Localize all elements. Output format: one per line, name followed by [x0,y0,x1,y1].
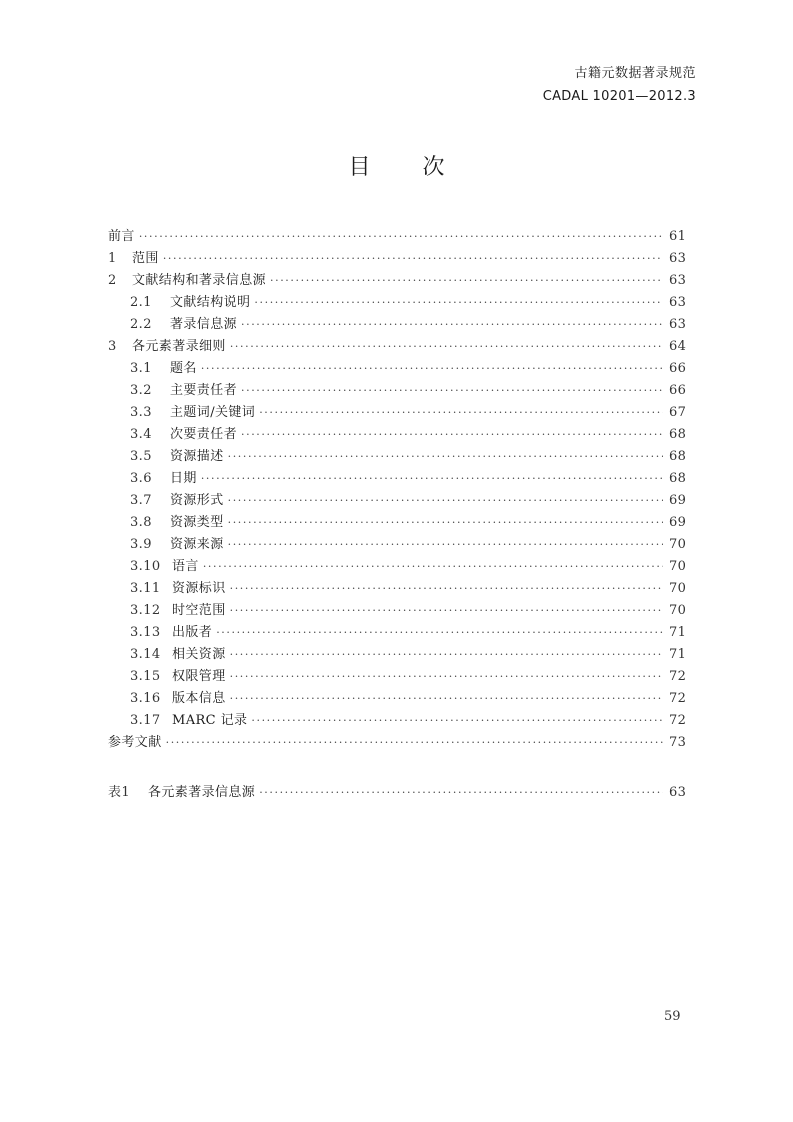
toc-entry-label: 日期 [170,471,197,486]
toc-entry-scope[interactable] [108,248,685,270]
toc-entry-page: 68 [669,471,687,486]
toc-entry-page: 70 [669,537,687,552]
toc-entry-label: 主要责任者 [170,383,238,398]
page-title [0,155,793,181]
toc-entry-number: 表1 [108,785,131,800]
toc-entry-2-2[interactable] [108,314,685,336]
toc-entry-number: 3.4 [130,427,152,442]
toc-entry-page: 68 [669,427,687,442]
dot-leader [241,424,663,446]
dot-leader [228,512,663,534]
toc-entry-number: 3.5 [130,449,152,464]
toc-entry-number: 3.8 [130,515,152,530]
toc-entry-references[interactable] [108,732,685,754]
toc-entry-label: 参考文献 [108,735,162,750]
toc-entry-3-6[interactable] [108,468,685,490]
dot-leader [259,402,663,424]
toc-entry-page: 67 [669,405,687,420]
dot-leader [230,688,663,710]
toc-entry-page: 63 [669,295,687,310]
toc-entry-preface[interactable] [108,226,685,248]
toc-entry-label: 相关资源 [172,647,226,662]
toc-entry-3-3[interactable] [108,402,685,424]
toc-entry-3-2[interactable] [108,380,685,402]
toc-entry-page: 70 [669,603,687,618]
dot-leader [166,732,663,754]
toc-entry-page: 64 [669,339,687,354]
toc-entry-page: 63 [669,785,687,800]
toc-entry-number: 3.12 [130,603,161,618]
toc-entry-number: 3.16 [130,691,161,706]
toc-entry-number: 2.2 [130,317,152,332]
dot-leader [203,556,663,578]
toc-entry-number: 2.1 [130,295,152,310]
toc-entry-label: 主题词/关键词 [170,405,256,420]
toc-entry-label: MARC 记录 [172,713,248,728]
dot-leader [139,226,663,248]
toc-entry-page: 70 [669,581,687,596]
toc-entry-label: 资源标识 [172,581,226,596]
toc-entry-number: 3.13 [130,625,161,640]
toc-entry-page: 72 [669,713,687,728]
toc-entry-label: 资源描述 [170,449,224,464]
toc-entry-page: 69 [669,493,687,508]
toc-entry-3-17[interactable] [108,710,685,732]
toc-entry-number: 3.7 [130,493,152,508]
dot-leader [216,622,663,644]
toc-entry-number: 3 [108,339,117,354]
toc-entry-page: 63 [669,317,687,332]
toc-entry-label: 权限管理 [172,669,226,684]
toc-entry-number: 1 [108,251,117,266]
toc-entry-3-16[interactable] [108,688,685,710]
toc-entry-number: 3.2 [130,383,152,398]
toc-entry-3-5[interactable] [108,446,685,468]
toc-entry-number: 3.17 [130,713,161,728]
dot-leader [270,270,663,292]
dot-leader [251,710,663,732]
running-header [543,64,696,107]
toc-entry-page: 72 [669,669,687,684]
toc-entry-label: 时空范围 [172,603,226,618]
toc-entry-page: 71 [669,647,687,662]
toc-entry-label: 资源来源 [170,537,224,552]
toc-entry-label: 语言 [172,559,199,574]
toc-entry-number: 3.14 [130,647,161,662]
toc-entry-number: 3.3 [130,405,152,420]
dot-leader [254,292,663,314]
dot-leader [163,248,663,270]
page-number: 59 [664,1009,681,1024]
toc-entry-page: 73 [669,735,687,750]
toc-entry-number: 3.15 [130,669,161,684]
toc-entry-3-4[interactable] [108,424,685,446]
dot-leader [241,314,663,336]
toc-entry-label: 范围 [132,251,159,266]
toc-entry-2-1[interactable] [108,292,685,314]
toc-entry-3-15[interactable] [108,666,685,688]
toc-entry-label: 各元素著录信息源 [148,785,256,800]
toc-entry-page: 68 [669,449,687,464]
toc-entry-number: 2 [108,273,117,288]
toc-entry-label: 题名 [170,361,197,376]
toc-entry-number: 3.1 [130,361,152,376]
toc-entry-3-8[interactable] [108,512,685,534]
table-of-contents [108,226,685,804]
dot-leader [230,644,663,666]
dot-leader [228,490,663,512]
toc-entry-3-11[interactable] [108,578,685,600]
dot-leader [230,666,663,688]
toc-entry-page: 72 [669,691,687,706]
toc-entry-label: 资源类型 [170,515,224,530]
toc-entry-structure[interactable] [108,270,685,292]
toc-entry-table-1[interactable] [108,782,685,804]
dot-leader [228,534,663,556]
toc-entry-label: 次要责任者 [170,427,238,442]
toc-entry-label: 文献结构和著录信息源 [132,273,267,288]
toc-entry-page: 69 [669,515,687,530]
toc-entry-number: 3.10 [130,559,161,574]
toc-entry-label: 著录信息源 [170,317,238,332]
dot-leader [230,578,663,600]
toc-entry-label: 文献结构说明 [170,295,251,310]
toc-entry-3-14[interactable] [108,644,685,666]
toc-entry-page: 61 [669,229,687,244]
toc-entry-page: 63 [669,273,687,288]
toc-entry-page: 70 [669,559,687,574]
dot-leader [201,358,663,380]
toc-entry-page: 63 [669,251,687,266]
toc-entry-3-13[interactable] [108,622,685,644]
toc-entry-page: 71 [669,625,687,640]
dot-leader [259,782,663,804]
dot-leader [228,446,663,468]
toc-entry-label: 资源形式 [170,493,224,508]
toc-entry-label: 各元素著录细则 [132,339,226,354]
toc-entry-number: 3.11 [130,581,161,596]
dot-leader [230,336,663,358]
toc-entry-rules[interactable] [108,336,685,358]
toc-entry-3-12[interactable] [108,600,685,622]
standard-code: CADAL 10201—2012.3 [542,89,696,104]
dot-leader [241,380,663,402]
toc-entry-number: 3.6 [130,471,152,486]
toc-entry-page: 66 [669,383,687,398]
toc-entry-3-9[interactable] [108,534,685,556]
toc-entry-3-7[interactable] [108,490,685,512]
standard-title: 古籍元数据著录规范 [574,66,696,81]
toc-entry-page: 66 [669,361,687,376]
dot-leader [201,468,663,490]
dot-leader [230,600,663,622]
toc-entry-label: 版本信息 [172,691,226,706]
toc-entry-3-1[interactable] [108,358,685,380]
toc-entry-label: 出版者 [172,625,213,640]
page-title-left: 目 [348,155,371,180]
toc-entry-3-10[interactable] [108,556,685,578]
toc-entry-label: 前言 [108,229,135,244]
page-title-right: 次 [422,155,445,180]
toc-entry-number: 3.9 [130,537,152,552]
